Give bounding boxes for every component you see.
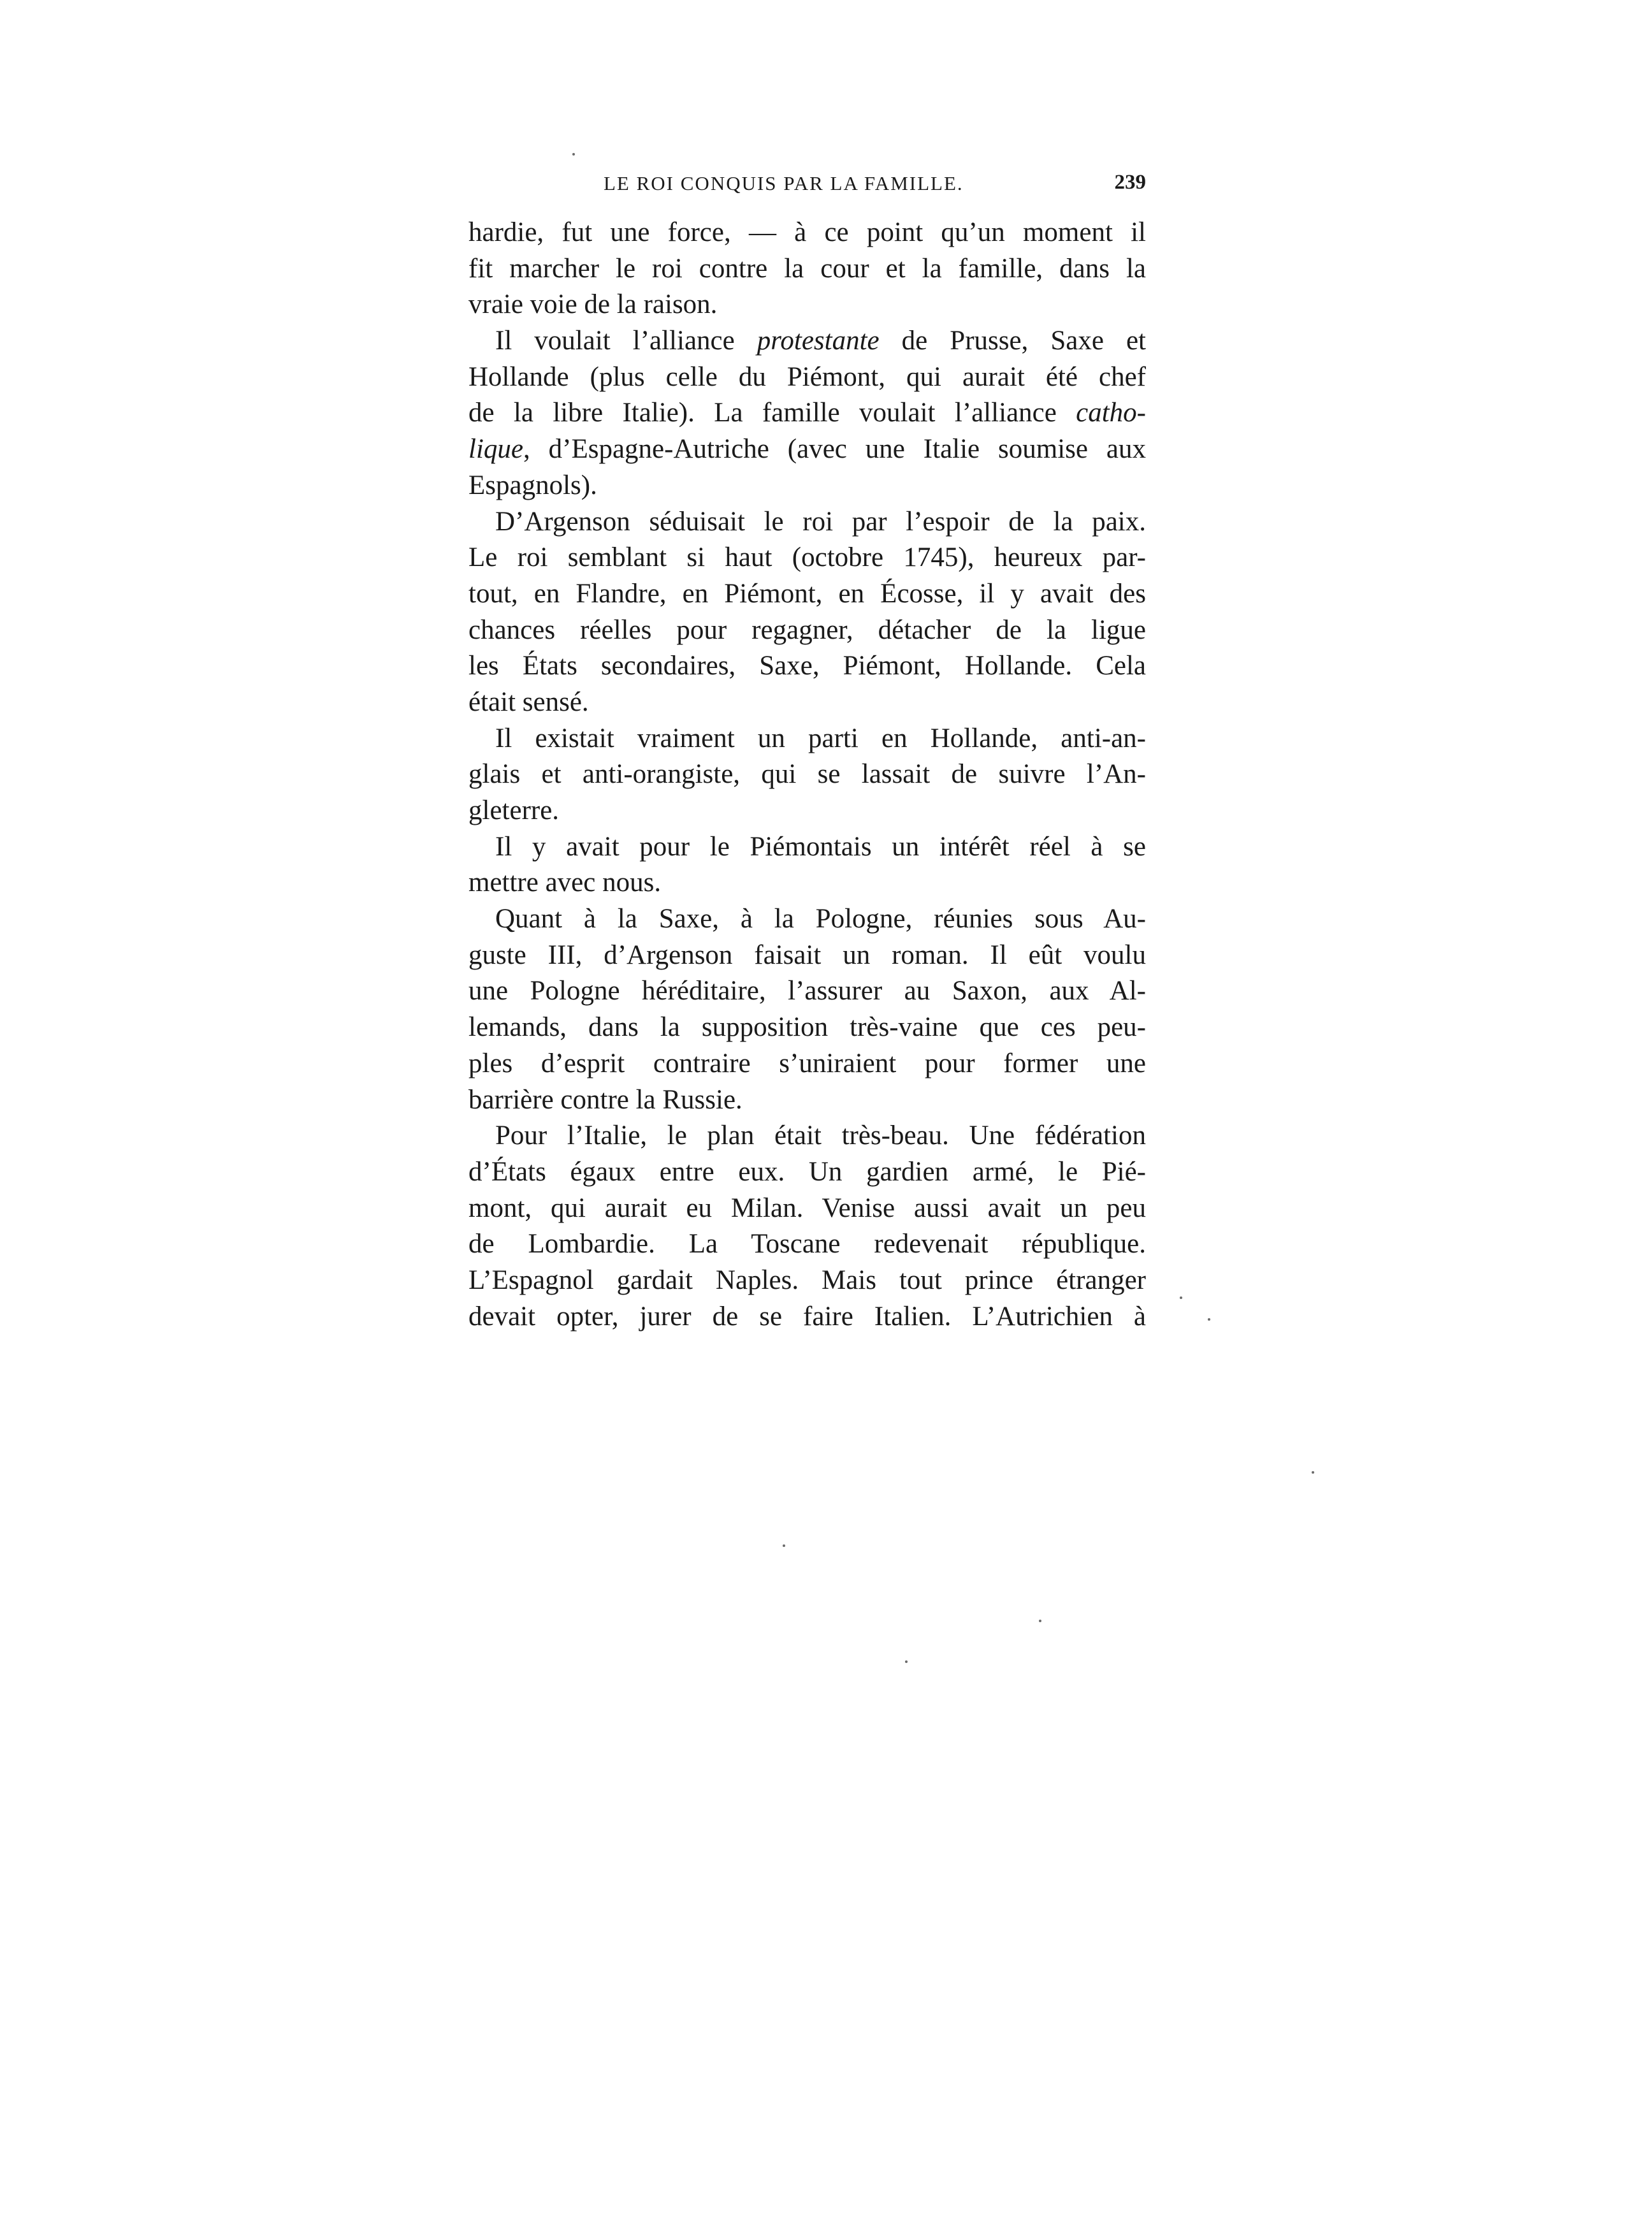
page-number: 239 [1114,171,1146,194]
text-line: de Lombardie. La Toscane redevenait république. [468,1229,1146,1260]
text-fragment: Il voulait l’alliance [495,326,757,356]
text-line: Hollande (plus celle du Piémont, qui aurait été chef [468,361,1146,392]
page-header [468,167,1146,205]
text-line: glais et anti-orangiste, qui se lassait de suivre l’An- [468,759,1146,790]
text-line: D’Argenson séduisait le roi par l’espoir de la paix. [495,506,1146,537]
italic-word: catho- [1076,398,1146,428]
text-line: Il existait vraiment un parti en Hollande, anti-an- [495,723,1146,753]
text-line: hardie, fut une force, — à ce point qu’un moment il [468,217,1146,247]
body-text [468,215,1146,1335]
italic-word: protestante [757,326,880,356]
text-line: mettre avec nous. [468,868,662,898]
text-line: Quant à la Saxe, à la Pologne, réunies sous Au- [495,904,1146,934]
scan-speck [1180,1296,1182,1299]
text-line: une Pologne héréditaire, l’assurer au Saxon, aux Al- [468,976,1146,1006]
text-line: Pour l’Italie, le plan était très-beau. Une fédération [495,1121,1146,1151]
scan-speck [1208,1318,1210,1321]
text-line: gleterre. [468,795,560,825]
scan-speck [572,153,575,156]
scan-speck [905,1660,908,1663]
text-line [468,432,1146,468]
text-line: ples d’esprit contraire s’uniraient pour former une [468,1048,1146,1078]
text-line: d’États égaux entre eux. Un gardien armé, le Pié- [468,1156,1146,1187]
text-line: devait opter, jurer de se faire Italien. L’Autrichien à [468,1301,1146,1332]
text-line: était sensé. [468,686,589,717]
scan-speck [1039,1620,1041,1622]
text-line: Il y avait pour le Piémontais un intérêt réel à se [495,831,1146,862]
text-line: lemands, dans la supposition très-vaine que ces peu- [468,1012,1146,1043]
text-line: chances réelles pour regagner, détacher de la ligue [468,614,1146,645]
italic-word: lique [468,434,523,465]
text-line: fit marcher le roi contre la cour et la famille, dans la [468,253,1146,284]
text-line: Le roi semblant si haut (octobre 1745), heureux par- [468,542,1146,573]
text-fragment: de Prusse, Saxe et [879,326,1146,356]
text-line: L’Espagnol gardait Naples. Mais tout prince étranger [468,1265,1146,1295]
text-line: les États secondaires, Saxe, Piémont, Hollande. Cela [468,651,1146,681]
text-fragment: , d’Espagne-Autriche (avec une Italie soumise aux [523,434,1146,465]
running-title: LE ROI CONQUIS PAR LA FAMILLE. [604,172,964,194]
text-line: mont, qui aurait eu Milan. Venise aussi avait un peu [468,1193,1146,1223]
text-line [468,395,1146,432]
text-line: Espagnols). [468,470,597,500]
text-line: vraie voie de la raison. [468,289,718,320]
text-line: barrière contre la Russie. [468,1084,743,1115]
text-line: tout, en Flandre, en Piémont, en Écosse, il y avait des [468,578,1146,609]
scan-speck [783,1544,785,1547]
text-line [468,323,1146,359]
text-line: guste III, d’Argenson faisait un roman. Il eût voulu [468,940,1146,970]
text-fragment: de la libre Italie). La famille voulait l’alliance [468,398,1076,428]
scan-speck [1312,1471,1314,1474]
